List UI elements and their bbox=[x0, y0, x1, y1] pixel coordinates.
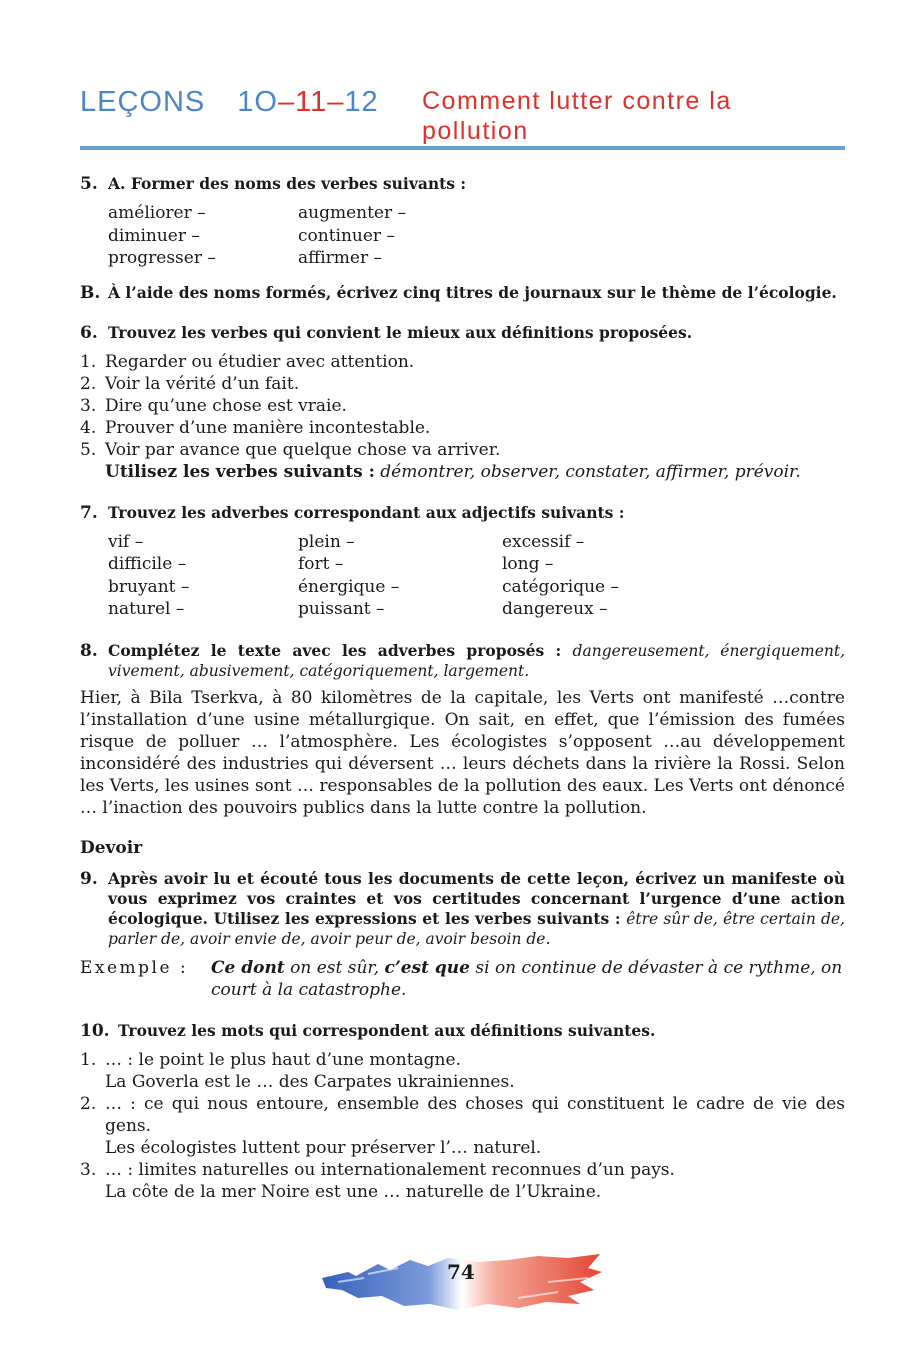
page-footer bbox=[318, 1252, 608, 1312]
exercise-10-title: Trouvez les mots qui correspondent aux définitions suivantes. bbox=[118, 1020, 656, 1040]
devoir-heading: Devoir bbox=[80, 837, 143, 858]
list-item: 5. Voir par avance que quelque chose va arriver. bbox=[80, 439, 501, 460]
lesson-title: Comment lutter contre la pollution bbox=[422, 87, 732, 145]
verb-hint: Utilisez les verbes suivants : démontrer, observer, constater, affirmer, prévoir. bbox=[105, 461, 801, 482]
list-item: 4. Prouver d’une manière incontestable. bbox=[80, 417, 431, 438]
lesson-header bbox=[80, 80, 845, 150]
list-item: 3. Dire qu’une chose est vraie. bbox=[80, 395, 347, 416]
lesson-number: LEÇONS 1O–11–12 bbox=[80, 86, 379, 118]
list-item: 2. Voir la vérité d’un fait. bbox=[80, 373, 300, 394]
definition-list bbox=[80, 351, 845, 483]
list-item: 3. … : limites naturelles ou internationalement reconnues d’un pays. La côte de la mer Noire est une … naturelle de l’Ukraine. bbox=[80, 1159, 675, 1202]
adjective-list: vif – plein – excessif – difficile – fort – long – bruyant – énergique – catégorique – naturel – puissant – dangereux – bbox=[108, 531, 620, 619]
exercise-7: 7. Trouvez les adverbes correspondant aux adjectifs suivants : vif – plein – excessif – difficile – fort – long – bruyant – énergique – catégorique – naturel – puissant – dangereux – bbox=[80, 503, 845, 621]
exercise-5-title: A. Former des noms des verbes suivants : bbox=[108, 174, 467, 193]
lesson-num-2: 11 bbox=[295, 86, 328, 118]
exercise-5: 5. A. Former des noms des verbes suivants : améliorer – augmenter – diminuer – continuer – progresser – affirmer – B. À l’aide des noms formés, écrivez cinq titres de journaux sur le thème de l’écologie. bbox=[80, 174, 845, 303]
exercise-8-text: Hier, à Bila Tserkva, à 80 kilomètres de la capitale, les Verts ont manifesté …contre l’installation d’une usine métallurgique. On sait, en effet, que l’émission des fumées risque de polluer … l’atmosphère. Les écologistes s’opposent …au développement inconsidéré des industries qui déversent … leurs déchets dans la rivière la Rossi. Selon les Verts, les usines sont … responsables de la pollution des eaux. Les Verts ont dénoncé … l’inaction des pouvoirs publics dans la lutte contre la pollution. bbox=[80, 687, 845, 818]
exemple: Exemple : Ce dont on est sûr, c’est que si on continue de dévaster à ce rythme, on court à la catastrophe. bbox=[80, 957, 843, 1000]
exercise-6: 6. Trouvez les verbes qui convient le mieux aux définitions proposées. 1. Regarder ou étudier avec attention. 2. Voir la vérité d’un fait. 3. Dire qu’une chose est vraie. 4. Prouver d’une manière incontestable. 5. Voir par avance que quelque chose va arriver. Utilisez les verbes suivants : démontrer, observer, constater, affirmer, prévoir. bbox=[80, 323, 845, 483]
exercise-10: 10. Trouvez les mots qui correspondent aux définitions suivantes. 1. … : le point le plus haut d’une montagne. La Goverla est le … des Carpates ukrainiennes. 2. … : ce qui nous entoure, ensemble des choses qui constituent le cadre de vie des gens. Les écologistes luttent pour préserver l’… naturel. 3. … : limites naturelles ou internationalement reconnues d’un pays. La côte de la mer Noire est une … naturelle de l’Ukraine. bbox=[80, 1020, 845, 1202]
lesson-num-1: 1O bbox=[237, 86, 278, 118]
definition-list bbox=[80, 1049, 845, 1203]
exercise-7-title: Trouvez les adverbes correspondant aux adjectifs suivants : bbox=[108, 502, 625, 522]
exercise-6-title: Trouvez les verbes qui convient le mieux aux définitions proposées. bbox=[108, 322, 693, 342]
list-item: 1. … : le point le plus haut d’une montagne. La Goverla est le … des Carpates ukrainiennes. bbox=[80, 1049, 515, 1092]
exercise-9-title: Après avoir lu et écouté tous les documents de cette leçon, écrivez un manifeste où vous exprimez vos craintes et vos certitudes concernant l’urgence d’une action écologique. Utilisez les expressions et les verbes suivants : être sûr de, être certain de, parler de, avoir envie de, avoir peur de, avoir besoin de. bbox=[108, 868, 845, 948]
lesson-num-3: 12 bbox=[344, 86, 379, 118]
list-item: 2. … : ce qui nous entoure, ensemble des choses qui constituent le cadre de vie des gens. Les écologistes luttent pour préserver l’… naturel. bbox=[80, 1093, 845, 1158]
page bbox=[80, 80, 845, 1203]
header-rule bbox=[80, 146, 845, 150]
exercise-8: 8. Complétez le texte avec les adverbes proposés : dangereusement, énergiquement, vivement, abusivement, catégoriquement, largement. Hier, à Bila Tserkva, à 80 kilomètres de la capitale, les Verts ont manifesté …contre l’installation d’une usine métallurgique. On sait, en effet, que l’émission des fumées risque de polluer … l’atmosphère. Les écologistes s’opposent …au développement inconsidéré des industries qui déversent … leurs déchets dans la rivière la Rossi. Selon les Verts, les usines sont … responsables de la pollution des eaux. Les Verts ont dénoncé … l’inaction des pouvoirs publics dans la lutte contre la pollution. bbox=[80, 640, 846, 818]
list-item: 1. Regarder ou étudier avec attention. bbox=[80, 351, 415, 372]
exercise-8-title: Complétez le texte avec les adverbes proposés : dangereusement, énergiquement, vivement, abusivement, catégoriquement, largement. bbox=[108, 640, 846, 680]
page-number: 74 bbox=[447, 1260, 475, 1284]
verb-list: améliorer – augmenter – diminuer – continuer – progresser – affirmer – bbox=[108, 203, 407, 268]
exercise-9: 9. Après avoir lu et écouté tous les documents de cette leçon, écrivez un manifeste où vous exprimez vos craintes et vos certitudes concernant l’urgence d’une action écologique. Utilisez les expressions et les verbes suivants : être sûr de, être certain de, parler de, avoir envie de, avoir peur de, avoir besoin de. Exemple : Ce dont on est sûr, c’est que si on continue de dévaster à ce rythme, on court à la catastrophe. bbox=[80, 868, 845, 1000]
exercise-5b-title: À l’aide des noms formés, écrivez cinq titres de journaux sur le thème de l’écologie. bbox=[108, 282, 837, 302]
lecons-label: LEÇONS bbox=[80, 86, 206, 118]
